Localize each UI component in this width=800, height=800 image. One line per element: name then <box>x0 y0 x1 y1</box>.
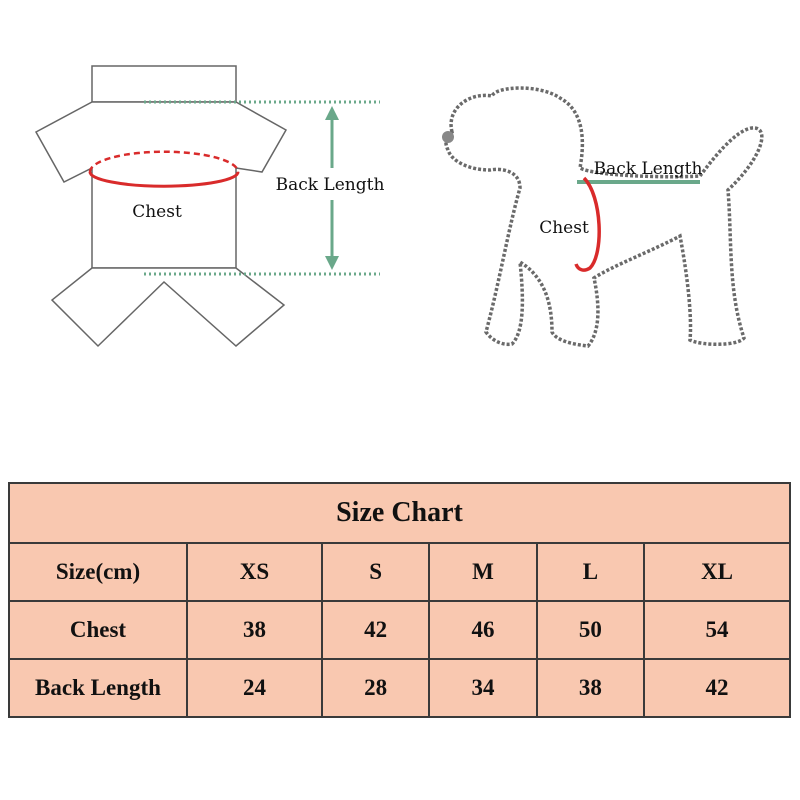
size-label: XL <box>644 543 790 601</box>
arrow-up-icon <box>325 106 339 120</box>
size-header-label: Size(cm) <box>9 543 187 601</box>
table-cell: 54 <box>644 601 790 659</box>
table-cell: 42 <box>322 601 429 659</box>
size-label: M <box>429 543 536 601</box>
table-cell: 24 <box>187 659 322 717</box>
garment-chest-label: Chest <box>132 202 182 222</box>
arrow-down-icon <box>325 256 339 270</box>
table-cell: 34 <box>429 659 536 717</box>
dog-outline <box>446 88 762 346</box>
row-label: Chest <box>9 601 187 659</box>
dog-chest-label: Chest <box>539 218 589 238</box>
table-cell: 38 <box>187 601 322 659</box>
dog-diagram <box>442 88 762 346</box>
table-cell: 50 <box>537 601 644 659</box>
table-cell: 38 <box>537 659 644 717</box>
size-chart-title: Size Chart <box>9 483 790 543</box>
table-cell: 28 <box>322 659 429 717</box>
table-cell: 42 <box>644 659 790 717</box>
table-cell: 46 <box>429 601 536 659</box>
dog-nose-icon <box>442 131 454 143</box>
size-header-row <box>9 543 790 601</box>
back-length-row <box>9 659 790 717</box>
garment-back-length-label: Back Length <box>275 175 385 195</box>
row-label: Back Length <box>9 659 187 717</box>
garment-legs <box>52 268 284 346</box>
size-chart-table <box>8 482 791 718</box>
dog-back-length-label: Back Length <box>593 159 703 179</box>
size-label: S <box>322 543 429 601</box>
garment-collar <box>92 66 236 102</box>
chest-row <box>9 601 790 659</box>
size-label: L <box>537 543 644 601</box>
garment-diagram <box>36 66 384 346</box>
size-label: XS <box>187 543 322 601</box>
